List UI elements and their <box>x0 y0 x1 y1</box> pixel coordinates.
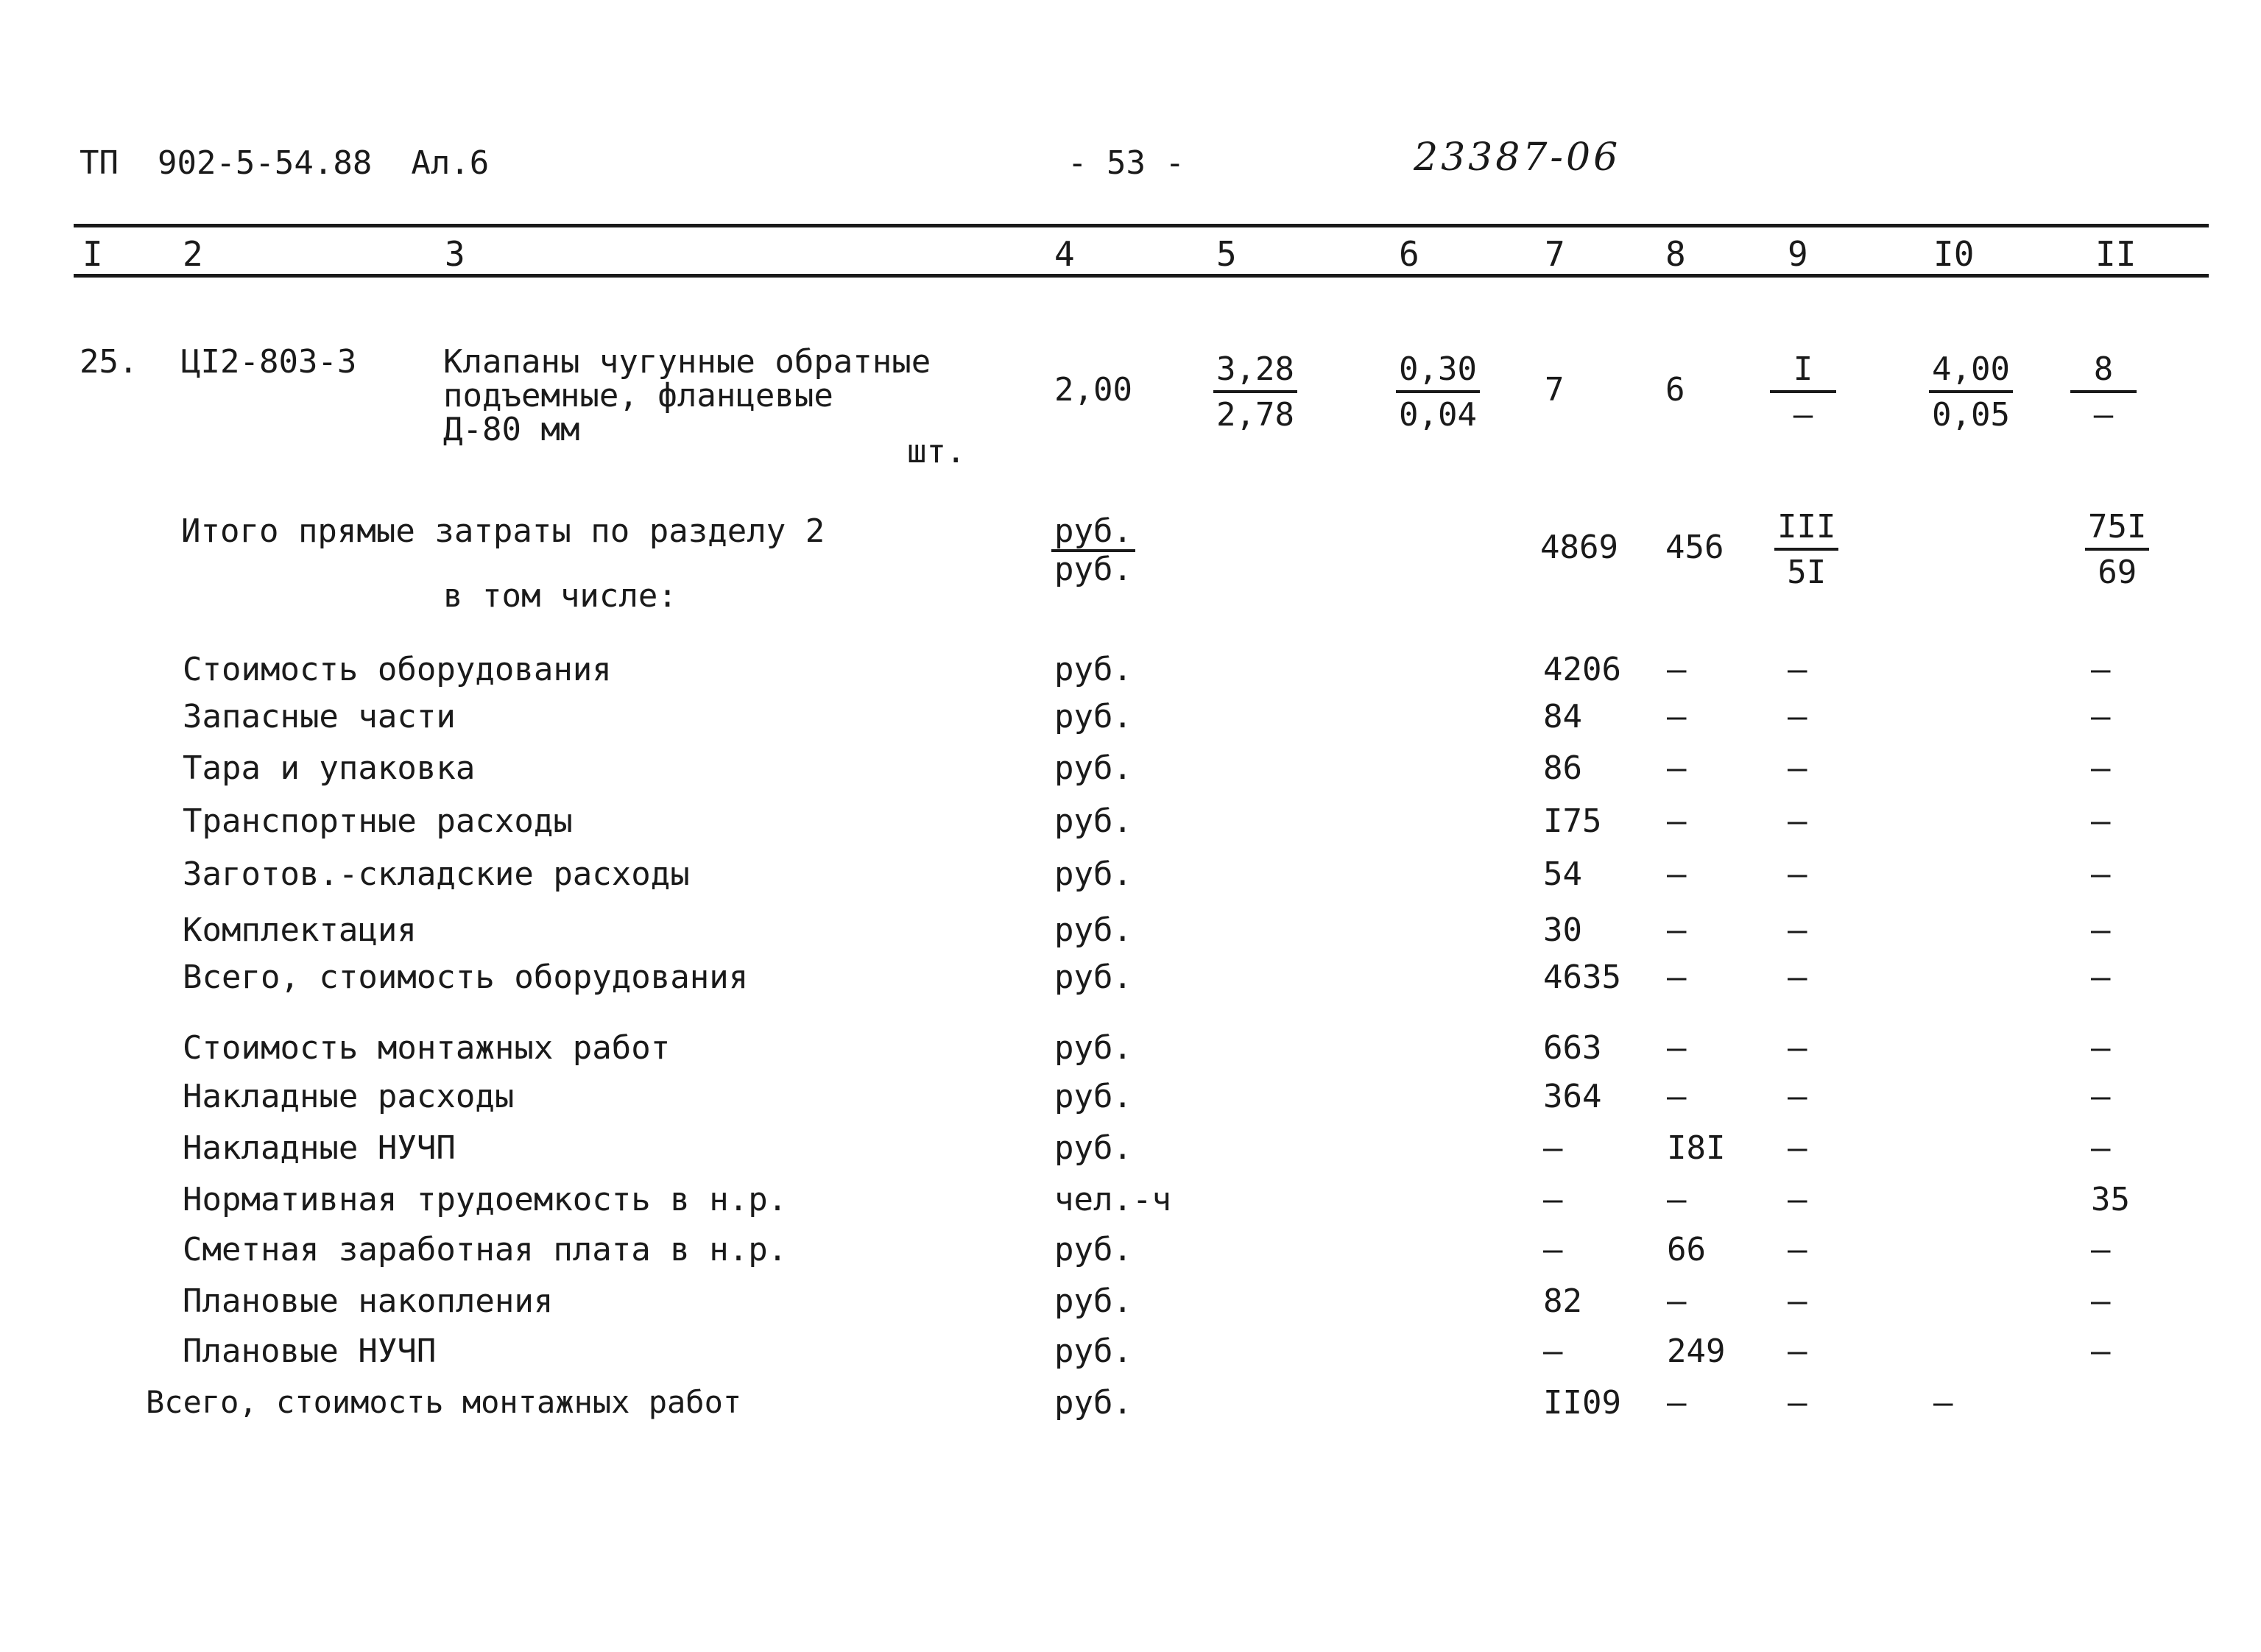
row-col8: 249 <box>1667 1332 1726 1370</box>
row-col8: I8I <box>1667 1129 1726 1167</box>
row-col7: 4206 <box>1543 651 1621 688</box>
col-header-6: 6 <box>1399 234 1419 274</box>
row-label: Всего, стоимость монтажных работ <box>146 1384 742 1420</box>
col-header-10: I0 <box>1933 234 1975 274</box>
row-col9: – <box>1788 1181 1807 1218</box>
row-col9: – <box>1788 1029 1807 1067</box>
total-direct-unit-bottom: руб. <box>1054 551 1132 588</box>
item-col6-bottom: 0,04 <box>1399 396 1477 434</box>
total-direct-col9-top: III <box>1774 511 1838 551</box>
row-label: Стоимость оборудования <box>183 651 612 688</box>
row-label: Стоимость монтажных работ <box>183 1029 671 1067</box>
row-col9: – <box>1788 802 1807 840</box>
item-col9-bottom: – <box>1793 396 1813 434</box>
document-number: 23387-06 <box>1414 135 1621 180</box>
row-col10: – <box>1933 1384 1953 1422</box>
row-col11: – <box>2091 749 2111 787</box>
item-col9-top: I <box>1770 353 1836 393</box>
item-col7: 7 <box>1545 371 1565 409</box>
total-direct-col7: 4869 <box>1540 529 1618 566</box>
row-unit: руб. <box>1054 1129 1132 1167</box>
item-number: 25. <box>80 343 138 381</box>
row-unit: руб. <box>1054 855 1132 893</box>
item-col11-fraction <box>2070 350 2137 434</box>
col-header-2: 2 <box>183 234 203 274</box>
row-col8: – <box>1667 959 1687 996</box>
row-col7: 86 <box>1543 749 1582 787</box>
row-col9: – <box>1788 1129 1807 1167</box>
total-direct-col8: 456 <box>1665 529 1724 566</box>
document-series: ТП 902-5-54.88 Ал.6 <box>80 144 490 182</box>
row-col8: – <box>1667 855 1687 893</box>
row-col7: – <box>1543 1181 1563 1218</box>
total-direct-col11-top: 75I <box>2085 511 2149 551</box>
row-col8: 66 <box>1667 1231 1706 1268</box>
row-unit: руб. <box>1054 651 1132 688</box>
row-col11: – <box>2091 802 2111 840</box>
item-name-line-1: Клапаны чугунные обратные <box>443 343 931 381</box>
row-label: Нормативная трудоемкость в н.р. <box>183 1181 788 1218</box>
row-col9: – <box>1788 1384 1807 1422</box>
row-unit: руб. <box>1054 1282 1132 1320</box>
row-col8: – <box>1667 911 1687 949</box>
row-col8: – <box>1667 698 1687 735</box>
row-col11: 35 <box>2091 1181 2130 1218</box>
item-name-line-2: подъемные, фланцевые <box>443 377 833 414</box>
row-col7: 84 <box>1543 698 1582 735</box>
total-direct-col11-bottom: 69 <box>2098 554 2137 591</box>
col-header-4: 4 <box>1054 234 1075 274</box>
page-number: - 53 - <box>1068 144 1185 182</box>
row-label: Тара и упаковка <box>183 749 476 787</box>
row-col11: – <box>2091 651 2111 688</box>
item-col8: 6 <box>1665 371 1685 409</box>
row-col9: – <box>1788 1332 1807 1370</box>
row-col7: 54 <box>1543 855 1582 893</box>
row-col11: – <box>2091 1332 2111 1370</box>
item-col10-fraction <box>1929 350 2013 434</box>
col-header-3: 3 <box>445 234 465 274</box>
item-col11-top: 8 <box>2070 353 2137 393</box>
col-header-11: II <box>2095 234 2137 274</box>
row-label: Заготов.-складские расходы <box>183 855 690 893</box>
row-label: Запасные части <box>183 698 456 735</box>
item-unit: шт. <box>907 433 966 470</box>
row-col11: – <box>2091 959 2111 996</box>
total-direct-unit-fraction <box>1051 512 1135 588</box>
total-direct-unit-top: руб. <box>1051 515 1135 552</box>
row-unit: чел.-ч <box>1054 1181 1171 1218</box>
item-col9-fraction <box>1770 350 1836 434</box>
row-col8: – <box>1667 1078 1687 1115</box>
item-col10-bottom: 0,05 <box>1932 396 2010 434</box>
row-label: Накладные расходы <box>183 1078 515 1115</box>
row-col9: – <box>1788 1078 1807 1115</box>
row-col9: – <box>1788 1231 1807 1268</box>
row-col11: – <box>2091 1282 2111 1320</box>
col-header-9: 9 <box>1788 234 1808 274</box>
item-col5-bottom: 2,78 <box>1216 396 1294 434</box>
header-bottom-rule <box>74 274 2209 278</box>
col-header-7: 7 <box>1545 234 1565 274</box>
row-col7: 30 <box>1543 911 1582 949</box>
row-unit: руб. <box>1054 1332 1132 1370</box>
item-col10-top: 4,00 <box>1929 353 2013 393</box>
row-col9: – <box>1788 1282 1807 1320</box>
row-col11: – <box>2091 698 2111 735</box>
item-name-line-3: Д-80 мм <box>443 411 580 448</box>
total-direct-col9-bottom: 5I <box>1787 554 1827 591</box>
row-col8: – <box>1667 802 1687 840</box>
item-col6-top: 0,30 <box>1396 353 1480 393</box>
row-col8: – <box>1667 1384 1687 1422</box>
top-rule <box>74 224 2209 227</box>
row-col9: – <box>1788 698 1807 735</box>
row-col7: – <box>1543 1231 1563 1268</box>
item-quantity: 2,00 <box>1054 371 1132 409</box>
row-label: Сметная заработная плата в н.р. <box>183 1231 788 1268</box>
item-col11-bottom: – <box>2093 396 2114 434</box>
item-code: ЦI2-803-3 <box>181 343 357 381</box>
row-unit: руб. <box>1054 1078 1132 1115</box>
row-unit: руб. <box>1054 911 1132 949</box>
row-label: Плановые НУЧП <box>183 1332 437 1370</box>
row-col8: – <box>1667 749 1687 787</box>
row-label: Комплектация <box>183 911 417 949</box>
row-col7: – <box>1543 1129 1563 1167</box>
row-col7: 82 <box>1543 1282 1582 1320</box>
total-direct-col9-fraction <box>1774 508 1838 591</box>
row-col7: II09 <box>1543 1384 1621 1422</box>
including-label: в том числе: <box>443 577 677 615</box>
row-col8: – <box>1667 651 1687 688</box>
row-col7: 364 <box>1543 1078 1602 1115</box>
row-unit: руб. <box>1054 1029 1132 1067</box>
row-label: Накладные НУЧП <box>183 1129 456 1167</box>
total-direct-col11-fraction <box>2085 508 2149 591</box>
row-col11: – <box>2091 1078 2111 1115</box>
row-col9: – <box>1788 959 1807 996</box>
row-col9: – <box>1788 651 1807 688</box>
row-unit: руб. <box>1054 698 1132 735</box>
row-col7: I75 <box>1543 802 1602 840</box>
item-col5-fraction <box>1213 350 1297 434</box>
item-col6-fraction <box>1396 350 1480 434</box>
row-label: Всего, стоимость оборудования <box>183 959 749 996</box>
row-col11: – <box>2091 1231 2111 1268</box>
col-header-5: 5 <box>1216 234 1237 274</box>
col-header-8: 8 <box>1665 234 1686 274</box>
row-col8: – <box>1667 1029 1687 1067</box>
row-unit: руб. <box>1054 959 1132 996</box>
row-col11: – <box>2091 1029 2111 1067</box>
row-col7: – <box>1543 1332 1563 1370</box>
row-col8: – <box>1667 1282 1687 1320</box>
row-label: Плановые накопления <box>183 1282 554 1320</box>
item-col5-top: 3,28 <box>1213 353 1297 393</box>
total-direct-label: Итого прямые затраты по разделу 2 <box>181 512 825 550</box>
row-col7: 663 <box>1543 1029 1602 1067</box>
row-unit: руб. <box>1054 749 1132 787</box>
row-col9: – <box>1788 911 1807 949</box>
row-col11: – <box>2091 911 2111 949</box>
row-col11: – <box>2091 855 2111 893</box>
row-unit: руб. <box>1054 1231 1132 1268</box>
row-unit: руб. <box>1054 802 1132 840</box>
row-col11: – <box>2091 1129 2111 1167</box>
col-header-1: I <box>82 234 103 274</box>
row-col8: – <box>1667 1181 1687 1218</box>
row-col9: – <box>1788 855 1807 893</box>
row-unit: руб. <box>1054 1384 1132 1422</box>
row-col9: – <box>1788 749 1807 787</box>
row-label: Транспортные расходы <box>183 802 573 840</box>
row-col7: 4635 <box>1543 959 1621 996</box>
